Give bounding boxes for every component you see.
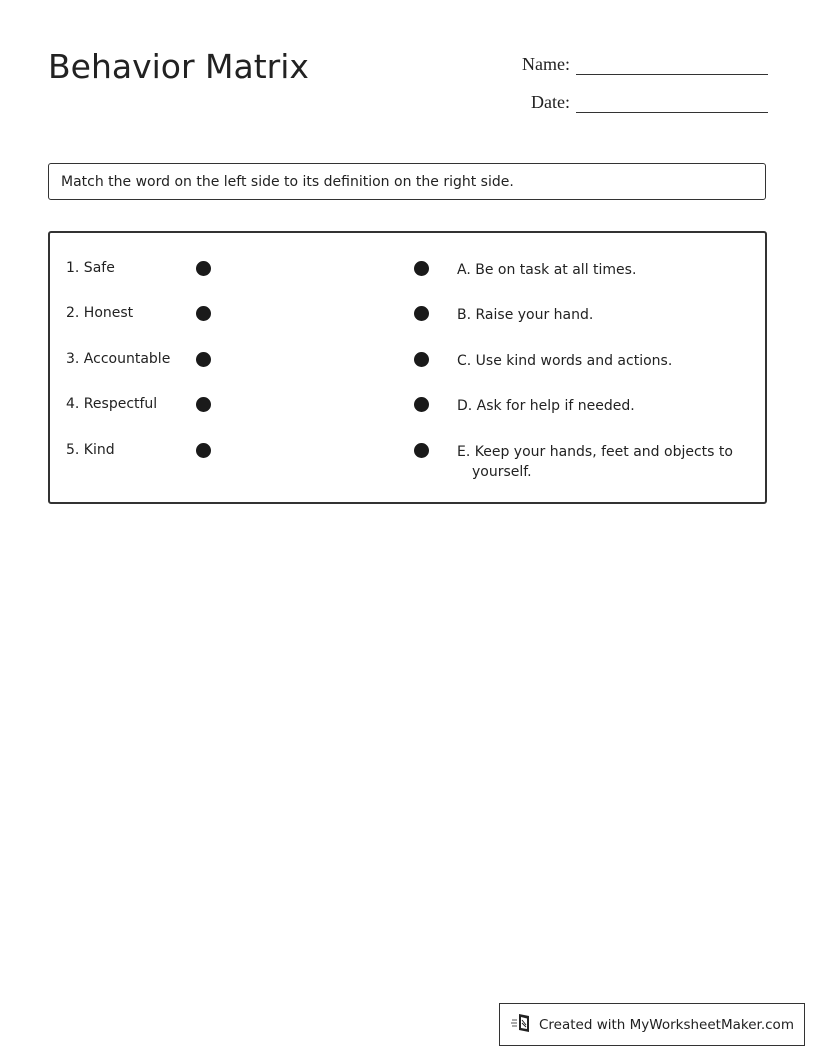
term-connector-dot[interactable]: [196, 261, 211, 276]
definition-connector-dot[interactable]: [414, 352, 429, 367]
term-item: 3. Accountable: [66, 351, 171, 367]
footer-credit[interactable]: [499, 1003, 805, 1046]
term-connector-dot[interactable]: [196, 352, 211, 367]
name-field: [522, 52, 768, 75]
date-label: Date:: [531, 92, 570, 112]
term-item: 4. Respectful: [66, 396, 158, 412]
definition-connector-dot[interactable]: [414, 306, 429, 321]
definition-item: A. Be on task at all times.: [457, 262, 637, 278]
definition-item: B. Raise your hand.: [457, 307, 594, 323]
definition-connector-dot[interactable]: [414, 261, 429, 276]
date-input-line[interactable]: [576, 90, 768, 113]
instructions-text: Match the word on the left side to its definition on the right side.: [61, 173, 514, 190]
instructions-box: [48, 163, 766, 200]
matching-matrix: [48, 231, 767, 504]
definition-item: D. Ask for help if needed.: [457, 398, 635, 414]
name-label: Name:: [522, 54, 570, 74]
term-connector-dot[interactable]: [196, 306, 211, 321]
page-title: Behavior Matrix: [48, 47, 309, 86]
term-item: 1. Safe: [66, 260, 115, 276]
definition-item: E. Keep your hands, feet and objects to yourself.: [457, 444, 733, 480]
date-field: [531, 90, 768, 113]
worksheet-logo-icon: [511, 1012, 539, 1038]
definition-connector-dot[interactable]: [414, 443, 429, 458]
name-input-line[interactable]: [576, 52, 768, 75]
definition-connector-dot[interactable]: [414, 397, 429, 412]
term-item: 2. Honest: [66, 305, 134, 321]
definition-item: C. Use kind words and actions.: [457, 353, 673, 369]
term-item: 5. Kind: [66, 442, 115, 458]
term-connector-dot[interactable]: [196, 397, 211, 412]
term-connector-dot[interactable]: [196, 443, 211, 458]
footer-text: Created with MyWorksheetMaker.com: [539, 1016, 794, 1033]
